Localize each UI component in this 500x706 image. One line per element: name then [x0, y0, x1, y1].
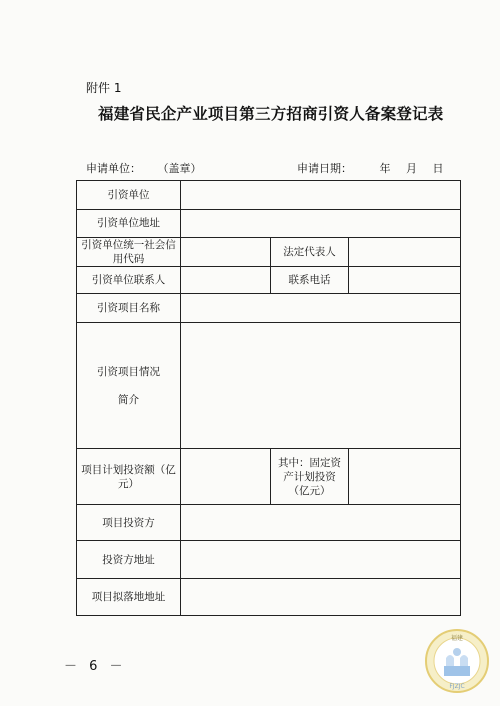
project-name-label: 引资项目名称 — [77, 294, 181, 323]
site-address-label: 项目拟落地地址 — [77, 579, 181, 616]
svg-text:福建: 福建 — [450, 635, 464, 642]
project-intro-label-line2: 简介 — [118, 393, 139, 406]
svg-text:FJZJC: FJZJC — [449, 683, 465, 690]
date-label: 申请日期： — [297, 162, 352, 175]
investor-field[interactable] — [181, 505, 461, 541]
watermark-seal-icon — [424, 628, 490, 694]
attachment-label: 附件 1 — [86, 81, 122, 95]
project-intro-field[interactable] — [181, 323, 461, 449]
applicant-label: 申请单位： — [86, 162, 141, 175]
investor-unit-field[interactable] — [181, 181, 461, 210]
year-label: 年 — [379, 162, 391, 175]
investor-unit-label: 引资单位 — [77, 181, 181, 210]
phone-field[interactable] — [349, 267, 461, 294]
project-name-field[interactable] — [181, 294, 461, 323]
month-label: 月 — [406, 162, 417, 175]
page-number: － 6 － — [64, 659, 127, 674]
investor-contact-field[interactable] — [181, 267, 271, 294]
legal-rep-field[interactable] — [349, 238, 461, 267]
registration-form-table — [76, 180, 461, 616]
applicant-line — [86, 160, 202, 176]
page-title: 福建省民企产业项目第三方招商引资人备案登记表 — [98, 104, 444, 123]
site-address-field[interactable] — [181, 579, 461, 616]
fixed-assets-field[interactable] — [349, 449, 461, 505]
investor-address2-label: 投资方地址 — [77, 541, 181, 579]
investor-label: 项目投资方 — [77, 505, 181, 541]
phone-label: 联系电话 — [271, 267, 349, 294]
investor-address-label: 引资单位地址 — [77, 210, 181, 238]
planned-investment-label: 项目计划投资额（亿元） — [77, 449, 181, 505]
stamp-note: （盖章） — [163, 162, 202, 175]
investor-address2-field[interactable] — [181, 541, 461, 579]
project-intro-label — [77, 323, 181, 449]
investor-contact-label: 引资单位联系人 — [77, 267, 181, 294]
planned-investment-field[interactable] — [181, 449, 271, 505]
legal-rep-label: 法定代表人 — [271, 238, 349, 267]
credit-code-field[interactable] — [181, 238, 271, 267]
fixed-assets-label: 其中：固定资产计划投资（亿元） — [271, 449, 349, 505]
investor-address-field[interactable] — [181, 210, 461, 238]
application-date-line — [297, 160, 444, 176]
project-intro-label-line1: 引资项目情况 — [97, 365, 160, 378]
credit-code-label: 引资单位统一社会信用代码 — [77, 238, 181, 267]
day-label: 日 — [432, 162, 444, 175]
